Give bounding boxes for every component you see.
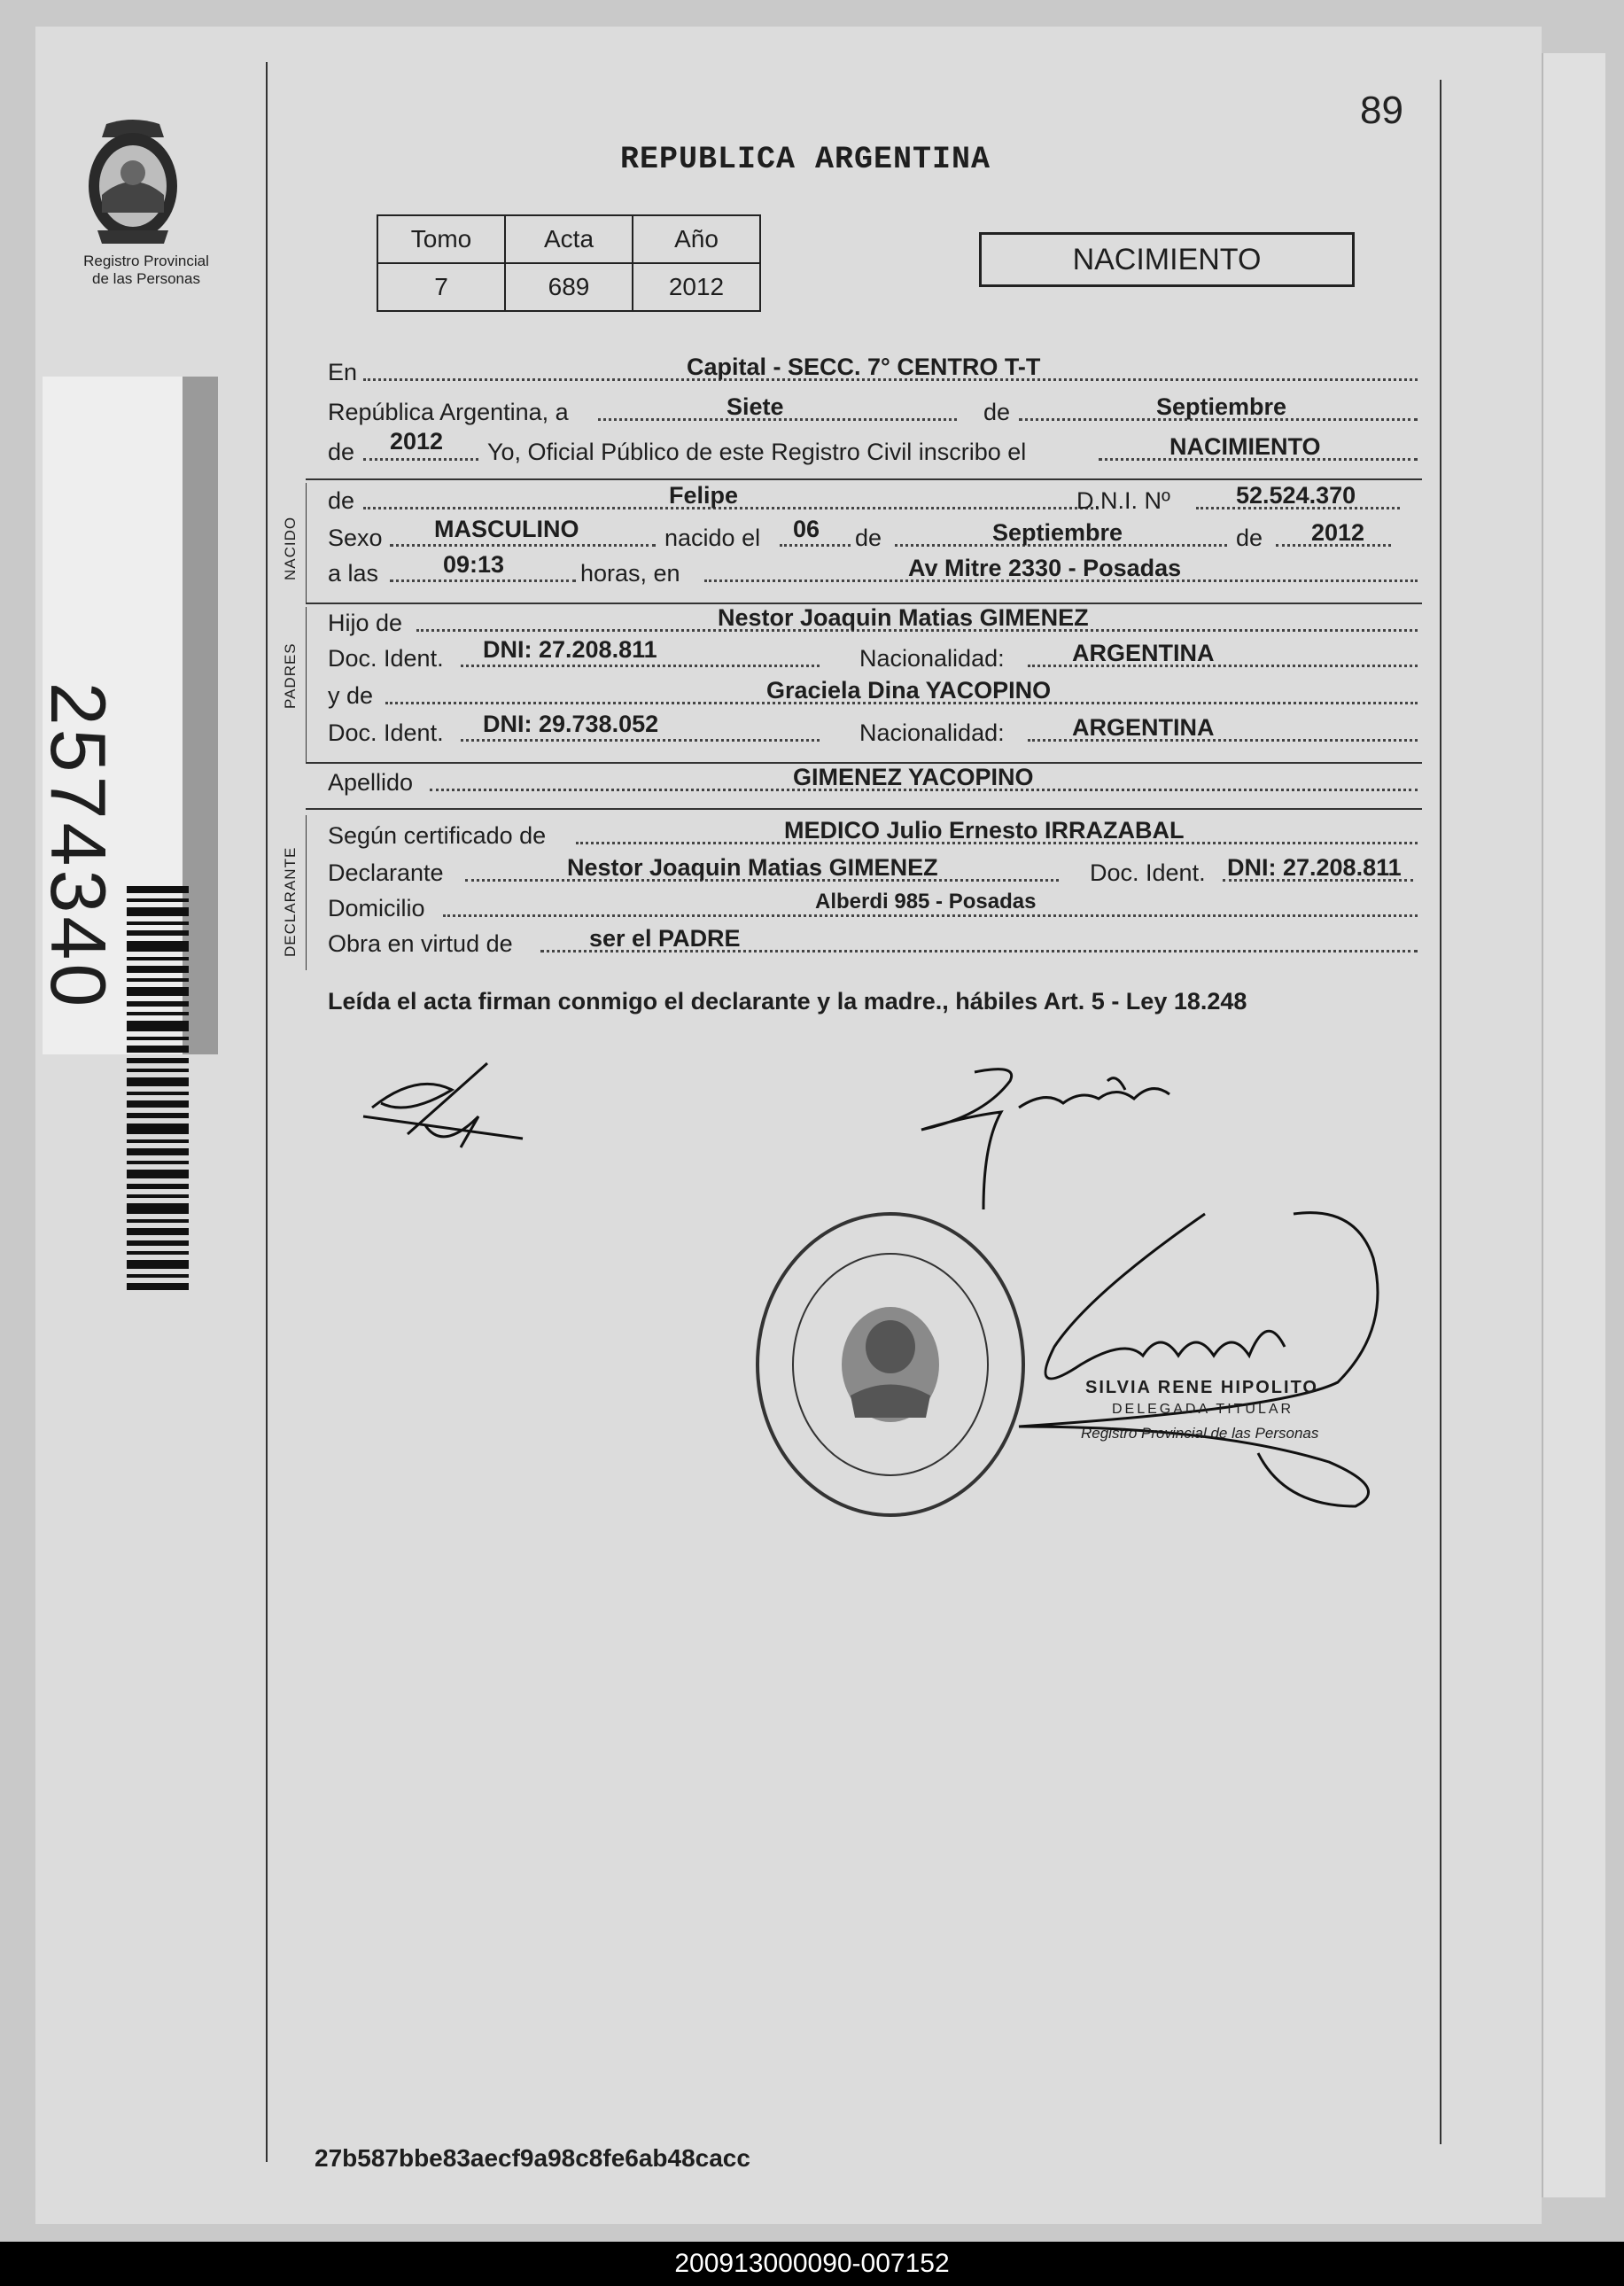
left-margin-line	[266, 62, 268, 2162]
row-hora	[328, 551, 1418, 595]
month-value: Septiembre	[1156, 393, 1287, 420]
mother-dni-value: DNI: 29.738.052	[483, 711, 659, 737]
birth-year-value: 2012	[1311, 519, 1365, 546]
alas-label: a las	[328, 560, 379, 587]
day-word-value: Siete	[727, 393, 784, 420]
document-hash: 27b587bbe83aecf9a98c8fe6ab48cacc	[315, 2144, 750, 2172]
father-doc-label: Doc. Ident.	[328, 645, 444, 672]
row-en	[328, 354, 1418, 394]
provincial-crest-icon	[80, 115, 186, 248]
apellido-value: GIMENEZ YACOPINO	[793, 764, 1034, 790]
dotted-line	[363, 458, 478, 461]
mother-name-value: Graciela Dina YACOPINO	[766, 677, 1052, 704]
logo-caption-line-1: Registro Provincial	[83, 253, 209, 269]
horas-label: horas, en	[580, 560, 680, 587]
delegate-signature-icon	[948, 1205, 1409, 1515]
child-dni-value: 52.524.370	[1236, 482, 1356, 509]
mother-doc-label: Doc. Ident.	[328, 719, 444, 746]
dotted-line	[461, 665, 820, 667]
section-bracket	[306, 483, 307, 603]
row-mother-doc	[328, 711, 1418, 755]
stamp-organization: Registro Provincial de las Personas	[1081, 1425, 1319, 1442]
declarante-doc-label: Doc. Ident.	[1090, 859, 1206, 886]
apellido-label: Apellido	[328, 769, 414, 796]
anio-header: Año	[633, 215, 760, 263]
row-apellido	[328, 764, 1418, 805]
barcode-number: 2574340	[35, 681, 122, 1011]
year-value: 2012	[390, 428, 444, 455]
certificado-label: Según certificado de	[328, 822, 547, 849]
row-certificado	[328, 817, 1418, 858]
logo-caption	[80, 253, 213, 288]
section-bracket	[306, 815, 307, 970]
dotted-line	[461, 739, 820, 742]
footer-id-bar	[0, 2242, 1624, 2286]
footer-id: 200913000090-007152	[674, 2249, 950, 2278]
section-bracket	[306, 607, 307, 762]
anio-value: 2012	[633, 263, 760, 311]
row-father-doc	[328, 636, 1418, 680]
de-label: de	[983, 399, 1011, 425]
birth-place-value: Av Mitre 2330 - Posadas	[908, 555, 1182, 581]
acta-value: 689	[505, 263, 633, 311]
section-divider	[306, 478, 1422, 480]
birth-month-value: Septiembre	[992, 519, 1123, 546]
dotted-line	[390, 544, 656, 547]
dni-label: D.N.I. Nº	[1076, 487, 1170, 514]
declarante-dni-value: DNI: 27.208.811	[1227, 854, 1402, 881]
birth-de-label: de	[855, 525, 882, 551]
birth-day-value: 06	[793, 516, 820, 542]
birth-de2-label: de	[1236, 525, 1263, 551]
declarante-value: Nestor Joaquin Matias GIMENEZ	[567, 854, 938, 881]
obra-value: ser el PADRE	[589, 925, 741, 952]
place-value: Capital - SECC. 7° CENTRO T-T	[687, 354, 1041, 380]
child-name-value: Felipe	[669, 482, 739, 509]
page-edge	[1542, 53, 1605, 2197]
father-nationality-label: Nacionalidad:	[859, 645, 1005, 672]
father-dni-value: DNI: 27.208.811	[483, 636, 657, 663]
registry-table	[377, 214, 761, 312]
inscribo-value: NACIMIENTO	[1169, 433, 1321, 460]
dotted-line	[780, 544, 851, 547]
de2-label: de	[328, 439, 355, 465]
logo-caption-line-2: de las Personas	[92, 270, 200, 287]
father-name-value: Nestor Joaquin Matias GIMENEZ	[718, 604, 1089, 631]
declarante-label: Declarante	[328, 859, 444, 886]
row-obra	[328, 925, 1418, 966]
barcode-icon	[127, 886, 189, 1294]
dotted-line	[390, 579, 576, 582]
closing-statement: Leída el acta firman conmigo el declarante y la madre., hábiles Art. 5 - Ley 18.248	[328, 988, 1247, 1015]
section-divider	[306, 808, 1422, 810]
acta-header: Acta	[505, 215, 633, 263]
section-label-nacido: NACIDO	[282, 516, 299, 580]
row-republica	[328, 393, 1418, 434]
mother-signature-icon	[913, 1063, 1196, 1214]
stamp-official-name: SILVIA RENE HIPOLITO	[1085, 1378, 1318, 1397]
folio-number: 89	[1360, 89, 1403, 132]
page-title: REPUBLICA ARGENTINA	[620, 142, 991, 177]
nacido-el-label: nacido el	[664, 525, 761, 551]
row-domicilio	[328, 890, 1418, 930]
mother-nationality-label: Nacionalidad:	[859, 719, 1005, 746]
tomo-header: Tomo	[377, 215, 505, 263]
obra-label: Obra en virtud de	[328, 930, 513, 957]
en-label: En	[328, 359, 358, 385]
record-type-box: NACIMIENTO	[979, 232, 1355, 287]
dotted-line	[443, 914, 1418, 917]
sexo-value: MASCULINO	[434, 516, 579, 542]
certificado-value: MEDICO Julio Ernesto IRRAZABAL	[784, 817, 1185, 844]
hijo-de-label: Hijo de	[328, 610, 403, 636]
barcode-label	[35, 377, 218, 1054]
nacido-de-label: de	[328, 487, 355, 514]
tomo-value: 7	[377, 263, 505, 311]
republica-label: República Argentina, a	[328, 399, 569, 425]
y-de-label: y de	[328, 682, 374, 709]
section-label-declarante: DECLARANTE	[282, 846, 299, 957]
father-nationality-value: ARGENTINA	[1072, 640, 1215, 666]
sexo-label: Sexo	[328, 525, 383, 551]
section-label-padres: PADRES	[282, 642, 299, 709]
declarant-signature-icon	[354, 1054, 532, 1161]
registry-logo	[80, 115, 213, 288]
birth-time-value: 09:13	[443, 551, 505, 578]
domicilio-label: Domicilio	[328, 895, 425, 921]
right-margin-line	[1440, 80, 1441, 2144]
inscribo-label: Yo, Oficial Público de este Registro Civil inscribo el	[487, 439, 1027, 465]
domicilio-value: Alberdi 985 - Posadas	[815, 890, 1037, 914]
mother-nationality-value: ARGENTINA	[1072, 714, 1215, 741]
stamp-official-role: DELEGADA TITULAR	[1112, 1402, 1294, 1417]
row-inscribo	[328, 428, 1418, 474]
